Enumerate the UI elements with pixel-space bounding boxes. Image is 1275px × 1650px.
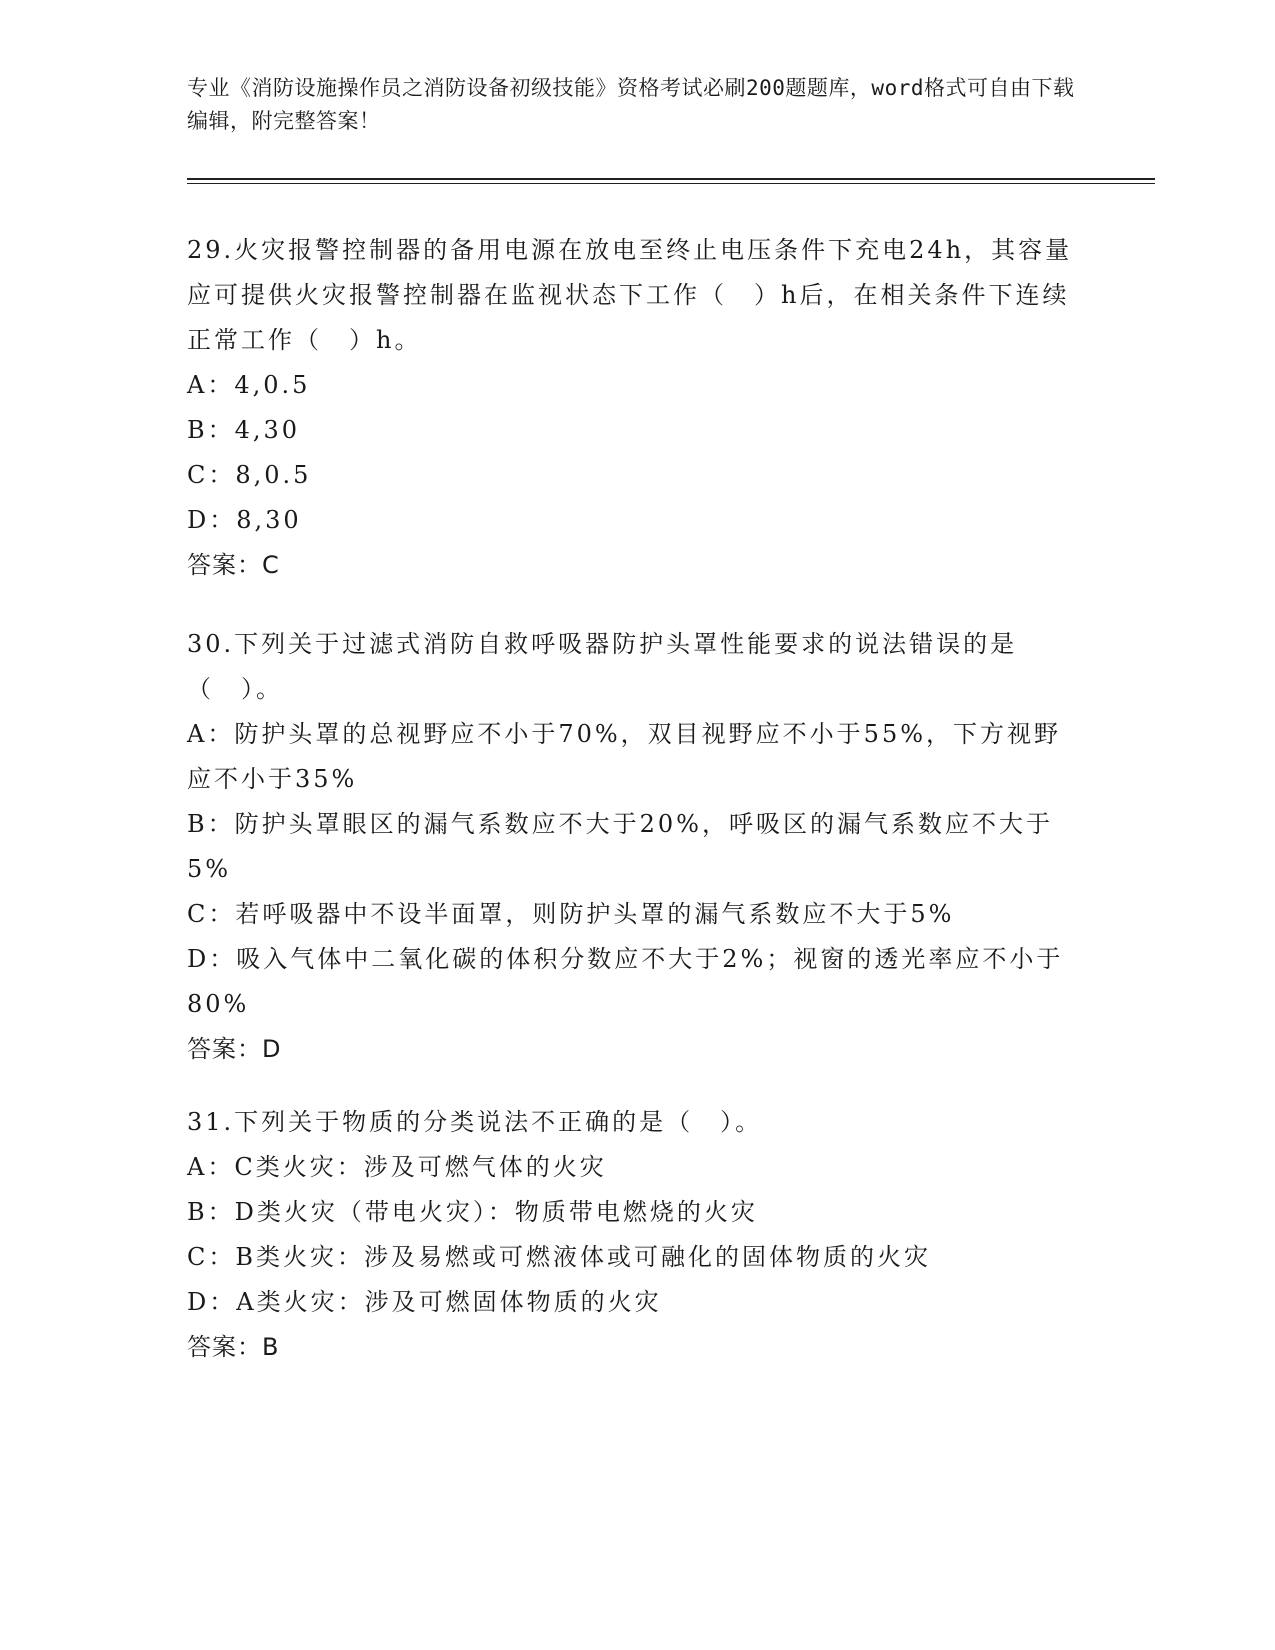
- question-30: [187, 622, 1087, 1072]
- header-divider-thin: [187, 183, 1155, 184]
- question-31: [187, 1100, 1087, 1370]
- option-b: B：4,30: [187, 416, 301, 444]
- option-c: C：若呼吸器中不设半面罩，则防护头罩的漏气系数应不大于5%: [187, 900, 955, 928]
- option-a: A：C类火灾：涉及可燃气体的火灾: [187, 1153, 607, 1181]
- option-a: A：4,0.5: [187, 371, 311, 399]
- question-stem: 31.下列关于物质的分类说法不正确的是（ ）。: [187, 1108, 763, 1136]
- option-d: D：A类火灾：涉及可燃固体物质的火灾: [187, 1288, 662, 1316]
- option-b: B：D类火灾（带电火灾）：物质带电燃烧的火灾: [187, 1198, 758, 1226]
- question-29: [187, 228, 1087, 588]
- option-a: A：防护头罩的总视野应不小于70%，双目视野应不小于55%，下方视野应不小于35%: [187, 720, 1062, 793]
- answer-label: 答案：C: [187, 551, 280, 579]
- answer-label: 答案：B: [187, 1333, 280, 1361]
- option-c: C：B类火灾：涉及易燃或可燃液体或可融化的固体物质的火灾: [187, 1243, 931, 1271]
- question-stem: 30.下列关于过滤式消防自救呼吸器防护头罩性能要求的说法错误的是（ ）。: [187, 630, 1018, 703]
- document-header: 专业《消防设施操作员之消防设备初级技能》资格考试必刷200题题库，word格式可自由下载编辑，附完整答案！: [187, 76, 1075, 133]
- header-divider-thick: [187, 178, 1155, 180]
- option-d: D：8,30: [187, 506, 302, 534]
- option-d: D：吸入气体中二氧化碳的体积分数应不大于2%；视窗的透光率应不小于80%: [187, 945, 1064, 1018]
- question-stem: 29.火灾报警控制器的备用电源在放电至终止电压条件下充电24h，其容量应可提供火灾报警控制器在监视状态下工作（ ）h后，在相关条件下连续正常工作（ ）h。: [187, 236, 1073, 354]
- option-b: B：防护头罩眼区的漏气系数应不大于20%，呼吸区的漏气系数应不大于5%: [187, 810, 1053, 883]
- option-c: C：8,0.5: [187, 461, 312, 489]
- answer-label: 答案：D: [187, 1035, 282, 1063]
